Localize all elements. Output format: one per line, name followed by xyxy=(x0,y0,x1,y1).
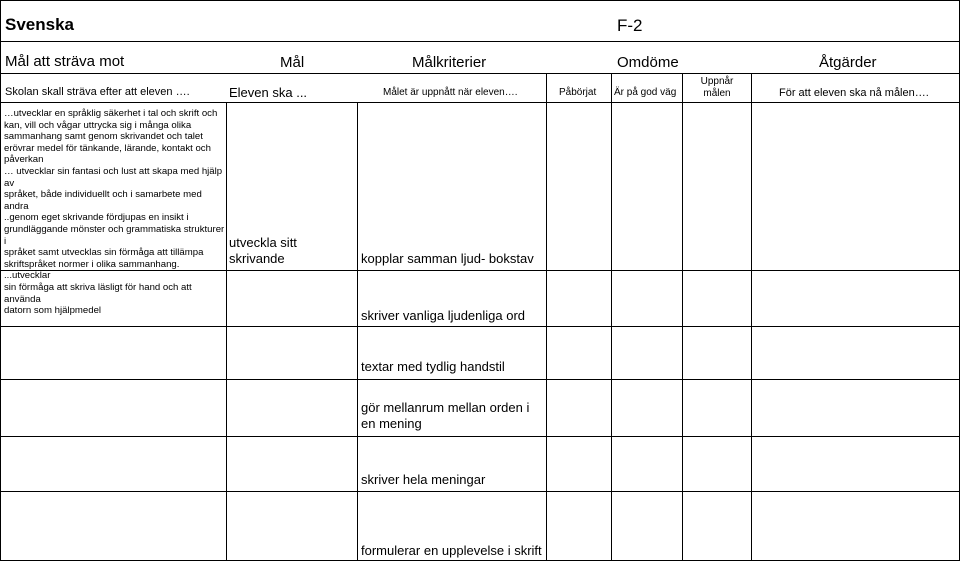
criteria-item: formulerar en upplevelse i skrift xyxy=(361,543,542,558)
border-left xyxy=(0,0,1,561)
strive-goal-line: datorn som hjälpmedel xyxy=(4,305,102,317)
strive-goals-text xyxy=(4,108,226,317)
strive-goal-line: …utvecklar en språklig säkerhet i tal och skrift och xyxy=(4,108,218,119)
criteria-item: skriver hela meningar xyxy=(361,472,486,487)
divider-col-actions xyxy=(751,73,752,561)
criteria-prompt: Målet är uppnått när eleven…. xyxy=(383,87,518,98)
strive-goal-line: grundläggande mönster och grammatiska strukturer i xyxy=(4,223,225,247)
divider-col-started xyxy=(546,73,547,561)
strive-goal-line: sin förmåga att skriva läsligt för hand och att använda xyxy=(4,281,192,305)
strive-goal-line: ..genom eget skrivande fördjupas en insikt i xyxy=(4,212,189,224)
strive-goal-line: skriftspråket normer i olika sammanhang. ...utvecklar xyxy=(4,258,180,282)
strive-goal-line: … utvecklar sin fantasi och lust att skapa med hjälp av xyxy=(4,165,223,189)
criteria-item: textar med tydlig handstil xyxy=(361,359,505,374)
criteria-item: kopplar samman ljud- bokstav xyxy=(361,251,534,266)
column-goals-strive: Mål att sträva mot xyxy=(5,53,125,70)
divider-col-achieved xyxy=(682,73,683,561)
goal-line1: utveckla sitt xyxy=(229,235,297,250)
goal-text xyxy=(229,235,354,267)
divider-row-3 xyxy=(0,379,960,380)
border-bottom xyxy=(0,560,960,561)
divider-col-goals xyxy=(226,102,227,561)
strive-prompt: Skolan skall sträva efter att eleven …. xyxy=(5,86,190,98)
subject-title: Svenska xyxy=(5,15,74,34)
on-the-way-label: Är på god väg xyxy=(614,87,677,98)
divider-col-criteria xyxy=(357,102,358,561)
strive-goal-line: erövrar medel för tänkande, lärande, kontakt och xyxy=(4,142,211,154)
achieved-label-line1: Uppnår xyxy=(700,76,734,87)
divider-columns xyxy=(0,73,960,74)
column-criteria: Målkriterier xyxy=(412,54,487,71)
column-assessment: Omdöme xyxy=(617,54,679,71)
divider-row-5 xyxy=(0,491,960,492)
column-actions: Åtgärder xyxy=(819,54,877,71)
achieved-label xyxy=(683,76,751,100)
strive-goal-line: sammanhang samt genom skrivandet och talet xyxy=(4,131,203,143)
divider-row-2 xyxy=(0,326,960,327)
column-goals: Mål xyxy=(280,54,305,71)
strive-goal-line: språket samt utvecklas sin förmåga att tillämpa xyxy=(4,247,204,259)
student-prompt: Eleven ska ... xyxy=(229,85,308,100)
strive-goal-line: kan, vill och vågar uttrycka sig i många olika xyxy=(4,119,192,131)
divider-col-on-the-way xyxy=(611,73,612,561)
achieved-label-line2: målen xyxy=(703,88,731,99)
divider-title xyxy=(0,41,960,42)
grade-code: F-2 xyxy=(617,16,643,35)
started-label: Påbörjat xyxy=(559,87,597,98)
goal-line2: skrivande xyxy=(229,251,285,266)
divider-subheader xyxy=(0,102,960,103)
strive-goal-line: språket, både individuellt och i samarbete med andra xyxy=(4,189,202,212)
criteria-item: skriver vanliga ljudenliga ord xyxy=(361,308,526,323)
divider-row-4 xyxy=(0,436,960,437)
criteria-item: gör mellanrum mellan orden i en mening xyxy=(361,400,530,431)
border-top xyxy=(0,0,960,1)
strive-goal-line: påverkan xyxy=(4,154,44,166)
actions-prompt: För att eleven ska nå målen…. xyxy=(779,87,929,99)
